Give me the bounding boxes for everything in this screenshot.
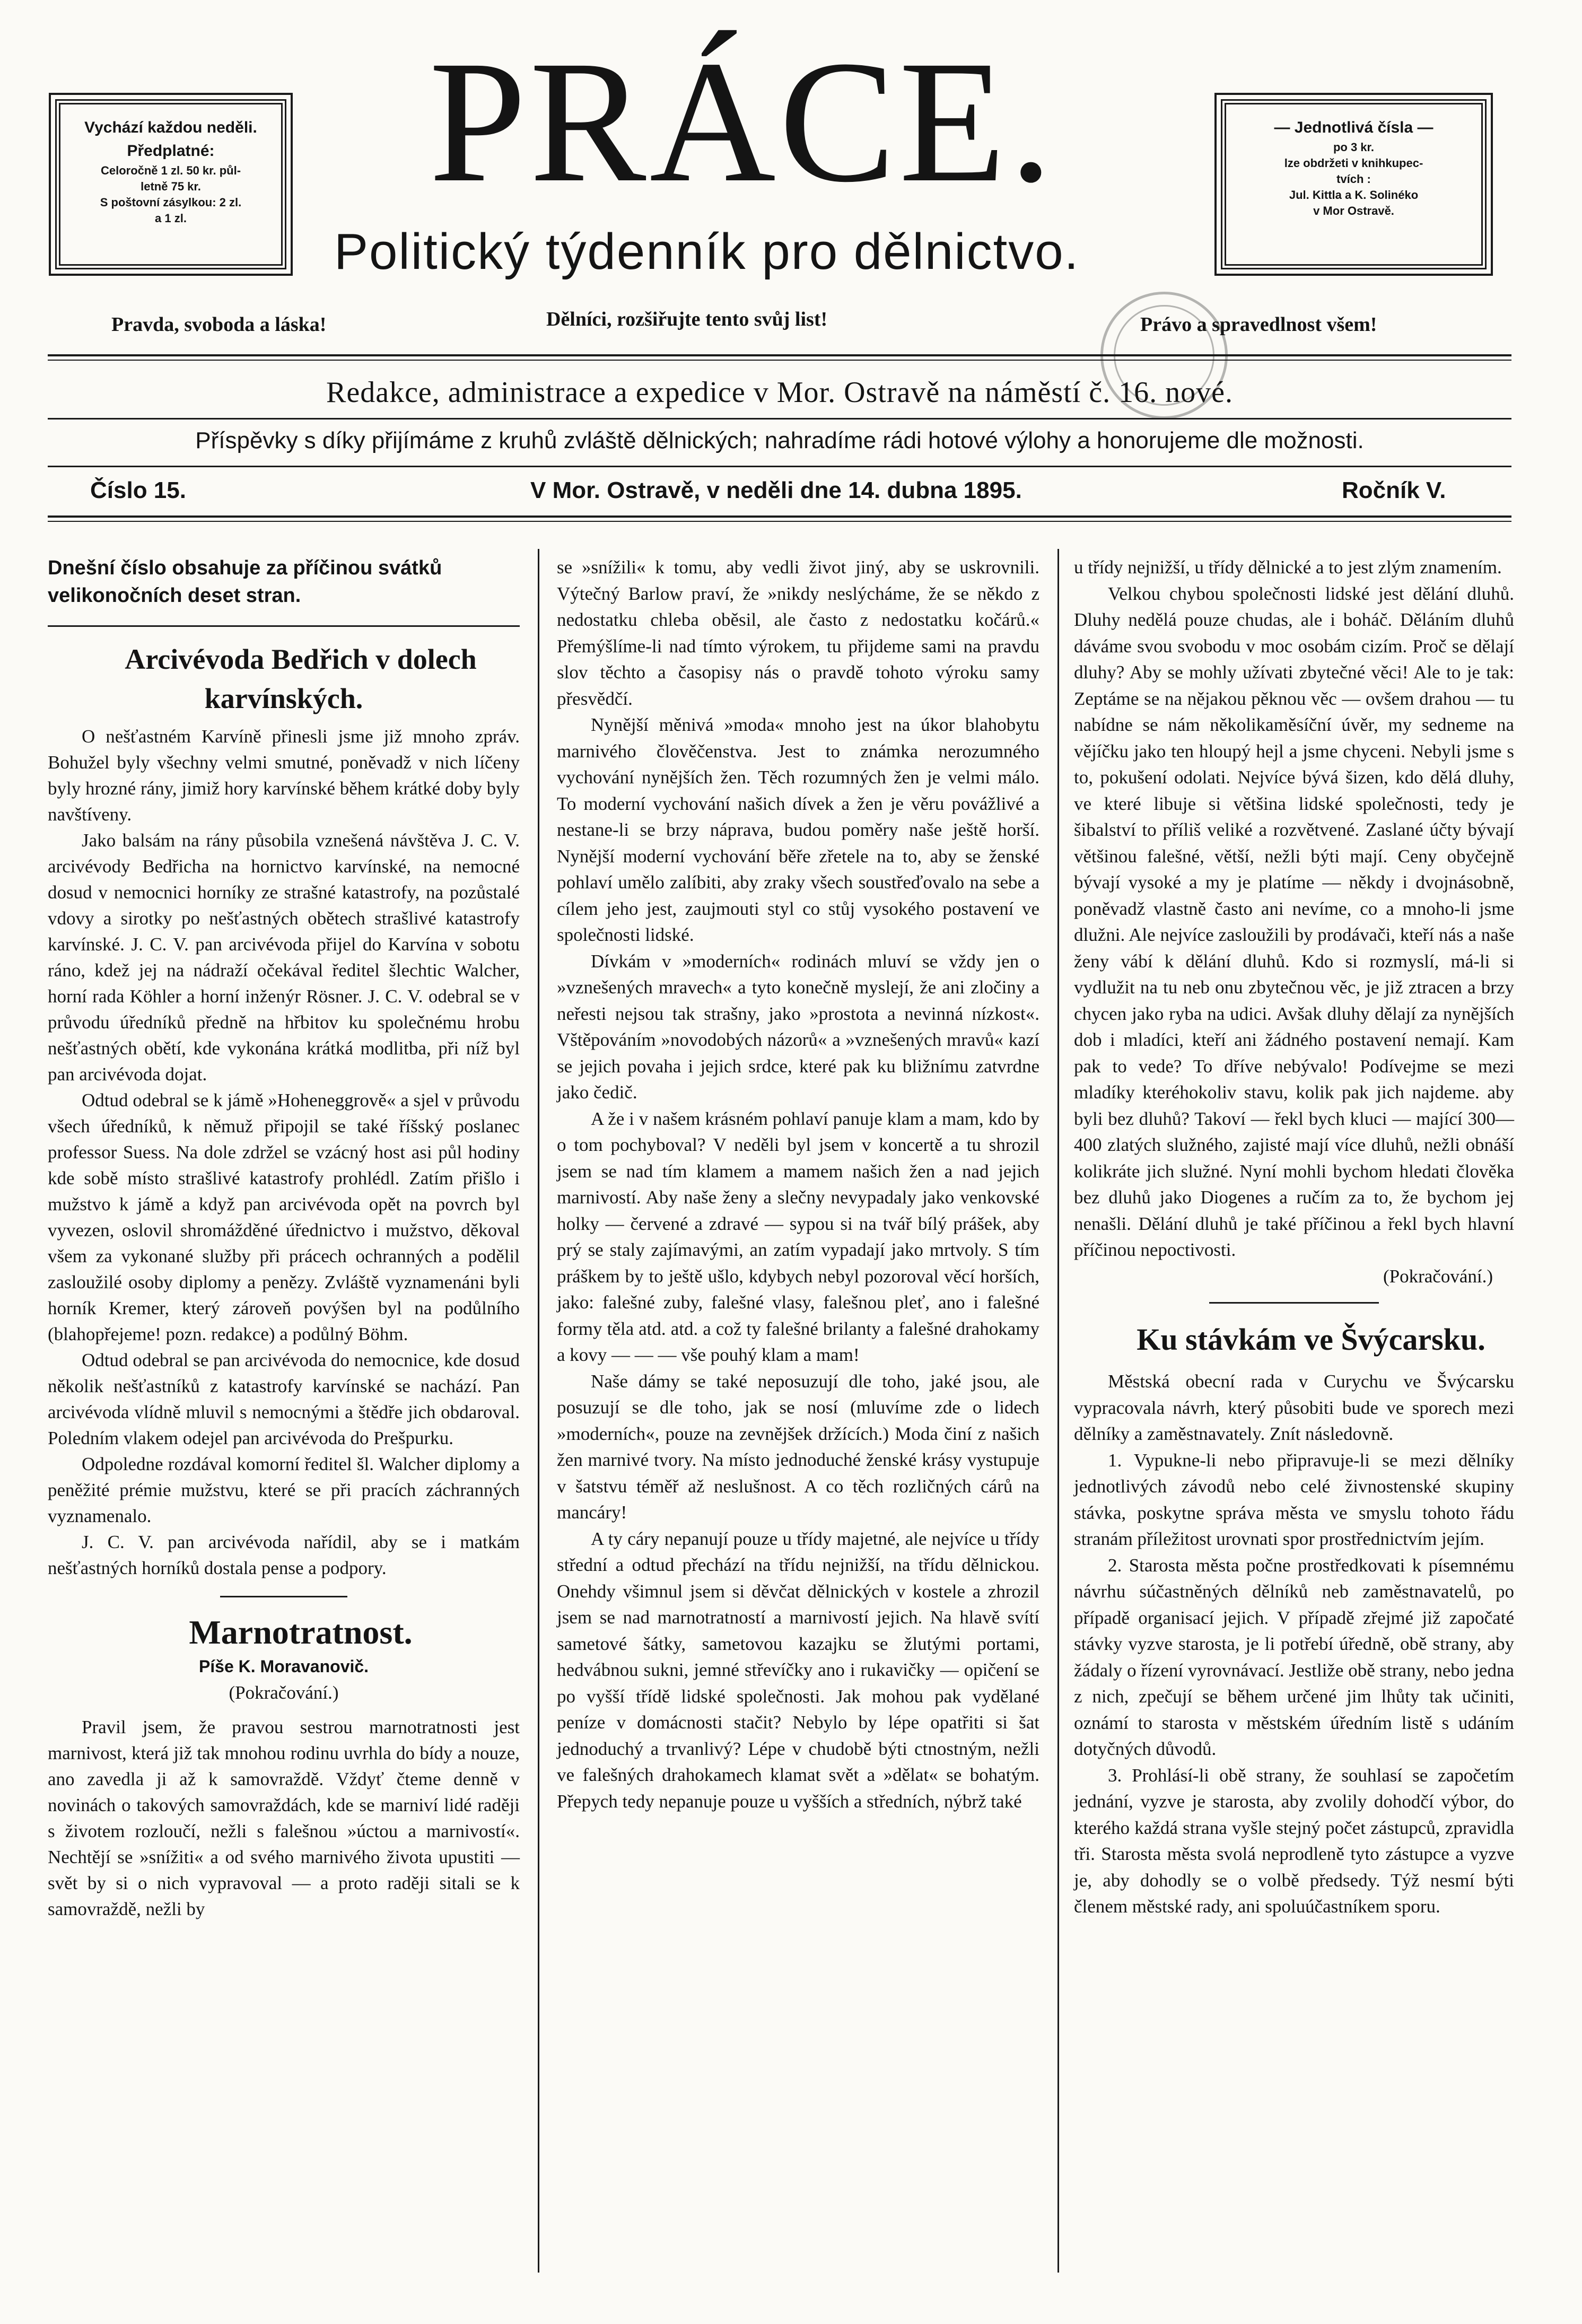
article-paragraph: Městská obecní rada v Curychu ve Švýcarsku vypracovala návrh, který působiti bude ve sporech mezi dělníky a zaměstnavately. Znít následovně. (1074, 1371, 1514, 1444)
single-copy-line: Jul. Kittla a K. Solinéko (1289, 188, 1419, 202)
article-author: Píše K. Moravanovič. (198, 1657, 369, 1676)
divider (1209, 1302, 1379, 1304)
article-paragraph: u třídy nejnižší, u třídy dělnické a to jest zlým znamením. (1074, 557, 1502, 578)
single-copy-line: tvích : (1336, 172, 1371, 186)
article-paragraph: Odpoledne rozdával komorní ředitel šl. Walcher diplomy a peněžité prémie mužstvu, které se při pracích záchranných vyznamenalo. (48, 1454, 520, 1526)
continuation-note: (Pokračování.) (229, 1682, 339, 1703)
newspaper-subtitle: Politický týdenník pro dělnictvo. (334, 223, 1080, 280)
article-paragraph: O nešťastném Karvíně přinesli jsme již mnoho zpráv. Bohužel byly všechny velmi smutné, poněvadž v nich líčeny byly hrozné rány, jimiž hory karvínské během krátké doby byly navštíveny. (48, 726, 520, 825)
article-paragraph: Dívkám v »moderních« rodinách mluví se vždy jen o »vznešených mravech« a tyto konečně myslejí, že ani zločiny a neřesti nejsou tak strašny, jako »prostota a nevinná nízkost«. Vštěpováním »novodobých názorů« a »vznešených mravů« kazí se jejich povaha i jejich srdce, které pak ku bližnímu zatvrdne jako čedič. (557, 950, 1039, 1103)
single-copy-line: — Jednotlivá čísla — (1274, 119, 1434, 136)
article-paragraph: Naše dámy se také neposuzují dle toho, jaké jsou, ale posuzují se dle toho, jak se nosí (mluvíme zde o lidech »moderních«, pouze na zevnějšek držících.) Moda činí z našich žen marnivé tvory. Na místo jednoduché ženské krásy vystupuje v šatstvu téměř až neslušnost. A co těch rozličných cárů na mancáry! (557, 1370, 1039, 1523)
motto-right: Právo a spravedlnost všem! (1140, 313, 1377, 336)
continuation-note: (Pokračování.) (1383, 1265, 1493, 1287)
rule (48, 466, 1511, 467)
article-title: Arcivévoda Bedřich v dolech karvínských. (125, 643, 477, 714)
column-divider (538, 549, 539, 2273)
subscription-line: letně 75 kr. (141, 180, 201, 193)
divider (48, 625, 520, 627)
single-copy-line: v Mor Ostravě. (1313, 204, 1394, 217)
article-paragraph: Nynější měnivá »moda« mnoho jest na úkor blahobytu marnivého člověčenstva. Jest to známka nerozumného vychování nynějších žen. Těch rozumných žen je velmi málo. To moderní vychování našich dívek a žen je věru povážlivé a nestane-li se brzy náprava, budou poměry naše ještě horší. Nynější moderní vychování běře zřetele na to, aby se ženské pohlaví umělo zalíbiti, aby zraky všech soustřeďovalo na sebe a cílem jeho jest, zaujmouti styl co stůj vysokého postavení ve společnosti lidské. (557, 714, 1039, 945)
rule (48, 516, 1511, 518)
rule (48, 354, 1511, 356)
issue-date: V Mor. Ostravě, v neděli dne 14. dubna 1895. (530, 477, 1022, 503)
single-copy-line: po 3 kr. (1333, 141, 1375, 154)
subscription-line: Vychází každou neděli. (84, 119, 257, 136)
article-paragraph: Jako balsám na rány působila vznešená návštěva J. C. V. arcivévody Bedřicha na hornictvo karvínské, na nemocné dosud v nemocnici horníky ze strašné katastrofy, na pozůstalé vdovy a sirotky po nešťastných obětech strašlivé katastrofy karvínské. J. C. V. pan arcivévoda přijel do Karvína v sobotu ráno, kdež jej na nádraží očekával ředitel šlechtic Walcher, horní rada Köhler a horní inženýr Rösner. J. C. V. odebral se v průvodu úředníků předně na hřbitov ku společnému hrobu nešťastných obětí, kde vykonána krátká modlitba, při níž byl pan arcivévoda dojat. (48, 830, 520, 1085)
contributions-line: Příspěvky s díky přijímáme z kruhů zvláště dělnických; nahradíme rádi hotové výlohy a honorujeme dle možnosti. (195, 427, 1364, 453)
rule (48, 418, 1511, 420)
motto-left: Pravda, svoboda a láska! (111, 313, 327, 336)
article-title: Ku stávkám ve Švýcarsku. (1137, 1322, 1485, 1357)
column-2 (557, 554, 1039, 1814)
article-paragraph: 3. Prohlásí-li obě strany, že souhlasí se započetím jednání, vyzve je starosta, aby zvolily dohodčí výbor, do kterého každá strana vyšle stejný počet zástupců, zpravidla tři. Starosta města svolá neprodleně tyto zástupce a vyzve je, aby dohodly se o volbě předsedy. Týž nesmí býti členem městské rady, ani spoluúčastníkem sporu. (1074, 1764, 1514, 1917)
article-paragraph: J. C. V. pan arcivévoda nařídil, aby se i matkám nešťastných horníků dostala pense a podpory. (48, 1532, 520, 1578)
article-paragraph: 1. Vypukne-li nebo připravuje-li se mezi dělníky jednotlivých závodů nebo celé živnostenské skupiny stávka, poskytne správa města ve smyslu tohoto řádu stranám příležitost urovnati spor prostřednictvím jejím. (1074, 1449, 1514, 1549)
column-divider (1057, 549, 1059, 2273)
newspaper-title: PRÁCE. (429, 25, 1056, 219)
volume: Ročník V. (1342, 477, 1446, 503)
single-copy-line: lze obdržeti v knihkupec- (1284, 156, 1423, 170)
article-paragraph: Pravil jsem, že pravou sestrou marnotratnosti jest marnivost, která již tak mnohou rodinu uvrhla do bídy a nouze, ano zavedla ji až k samovraždě. Vždyť čteme denně v novinách o takových samovraždách, kde se marniví lidé raději s životem rozloučí, nežli s falešnou »úctou a marnivostí«. Nechtějí se »snížiti« a od svého marnivého života upustiti — svět by si o nich vypravoval — a proto raději sitali se k samovraždě, nežli by (48, 1717, 520, 1919)
motto-center: Dělníci, rozšiřujte tento svůj list! (546, 308, 828, 330)
issue-notice: Dnešní číslo obsahuje za příčinou svátků velikonočních deset stran. (48, 557, 442, 607)
subscription-box (49, 93, 293, 276)
article-paragraph: Velkou chybou společnosti lidské jest dělání dluhů. Dluhy nedělá pouze chudas, ale i boháč. Děláním dluhů dáváme svou svobodu v moc osobám cizím. Proč se dělají dluhy? Aby se mohly užívati zbytečné věci! Ale to je tak: Zeptáme se na nějakou pěknou věc — ovšem drahou — tu nabídne se nám několikaměsíční úvěr, my sedneme na vějíčku jako ten hloupý hejl a jsme chyceni. Nebyli jsme s to, pokušení odolati. Nejvíce bývá šizen, kdo dělá dluhy, ve které libuje si většina lidské společnosti, tedy je šibalství to příliš veliké a rozvětvené. Zaslané účty bývají většinou falešné, větší, nežli býti mají. Ceny obyčejně bývají vysoké a my je platíme — někdy i dvojnásobně, poněvadž vlastně často ani nevíme, co a mnoho-li jsme dlužni. Ale nejvíce zasloužili by prodávači, kteří nás a naše ženy vábí k dělání dluhů. Kdo si rozmyslí, má-li si vydlužit na tu neb onu zbytečnou věc, je již ztracen a brzy chycen jako ryba na udici. Avšak dluhy dělají za nynějších dob i mladíci, kteří ani žádného postavení nemají. Kam pak to vede? To dříve nebývalo! Podívejme se mezi mladíky kteréhokoliv stavu, kolik pak jich najdeme. aby byli bez dluhů? Takoví — řekl bych kluci — mající 300—400 zlatých služného, zajisté mají více dluhů, nežli obnáší kolikráte jich služné. Nyní mohli bychom hledati člověka bez dluhů jako Diogenes a ručím za to, že bychom jej nenašli. Dělání dluhů je také příčinou a řekl bych hlavní příčinou nepoctivosti. (1074, 583, 1514, 1260)
article-paragraph: A ty cáry nepanují pouze u třídy majetné, ale nejvíce u třídy střední a odtud přechází na třídu nejnižší, na třídu dělnickou. Onehdy všimnul jsem si děvčat dělnických v kostele a zhrozil jsem se nad marnotratností a marnivostí jejich. Na hlavě svítí sametové šátky, sametovou kazajku se žlutými portami, hedvábnou sukni, jemné střevíčky ano i rukavičky — opičení se po vyšší třídě lidské společnosti. Jak mohou pak vydělané peníze v domácnosti stačit? Nebylo by lépe opatřiti si šat jednoduchý a trvanlivý? Lépe v chudobě býti ctnostným, nežli ve falešných drahokamech klamat svět a »dělat« se bohatým. Přepych tedy nepanuje pouze u vyšších a středních, nýbrž také (557, 1528, 1039, 1812)
rule (48, 521, 1511, 522)
article-paragraph: se »snížili« k tomu, aby vedli život jiný, aby se uskrovnili. Výtečný Barlow praví, že »nikdy neslýcháme, že se někdo z nedostatku chleba oběsil, ale často z nedostatku kočárů.« Přemýšlíme-li nad tímto výrokem, tu přijdeme sami na pravdu slov těchto a časopisy nás o pravdě tohoto výroku samy přesvědčí. (557, 557, 1039, 709)
address-line: Redakce, administrace a expedice v Mor. Ostravě na náměstí č. 16. nové. (326, 376, 1233, 409)
article-paragraph: 2. Starosta města počne prostředkovati k písemnému návrhu súčastněných dělníků neb zaměstnavatelů, po případě organisací jejich. V případě zřejmé již započaté stávky vyzve starosta, je li potřebí úředně, obě strany, aby žádaly o řízení vyrovnávací. Jestliže obě strany, nebo jedna z nich, zpečují se během určené jim lhůty tak učiniti, oznámí to starosta v městském úředním listě s udáním dotyčných důvodů. (1074, 1554, 1514, 1759)
article-paragraph: A že i v našem krásném pohlaví panuje klam a mam, kdo by o tom pochyboval? V neděli byl jsem v koncertě a tu shrozil jsem se nad tím klamem a mamem našich žen a nad jejich marnivostí. Aby naše ženy a slečny nevypadaly jako venkovské holky — červené a zdravé — sypou si na tvář bílý prášek, aby prý se staly zajímavými, an zatím vypadají jako mrtvoly. S tím práškem by to ještě ušlo, kdybych nebyl pozoroval věcí horších, jako: falešné zuby, falešné vlasy, falešnou pleť, ano i falešné formy těla atd. atd. a což ty falešné brilanty a falešné drahokamy a kovy — — — vše pouhý klam a mam! (557, 1108, 1039, 1365)
article-paragraph: Odtud odebral se k jámě »Hoheneggrově« a sjel v průvodu všech úředníků, k němuž připojil se také říšský poslanec professor Suess. Na dole zdržel se vzácný host asi půl hodiny kde sobě místo strašlivé katastrofy prohlédl. Zatím přišlo i mužstvo k jámě a když pan arcivévoda opět na povrch byl vyvezen, oslovil shromážděné úřednictvo i mužstvo, děkoval všem za vykonané služby při prácech ochranných a podělil zasloužilé osoby diplomy a penězy. Zvláště vyznamenáni byli horník Kremer, který zároveň povýšen byl na podůlního (blahopřejeme! pozn. redakce) a podůlný Böhm. (48, 1090, 520, 1344)
rule (48, 360, 1511, 361)
article-title: Marnotratnost. (189, 1613, 413, 1651)
divider (220, 1596, 347, 1597)
subscription-line: a 1 zl. (155, 212, 187, 225)
issue-number: Číslo 15. (90, 477, 186, 503)
subscription-line: S poštovní zásylkou: 2 zl. (100, 196, 242, 209)
subscription-line: Celoročně 1 zl. 50 kr. půl- (100, 164, 241, 177)
column-3 (1074, 554, 1514, 1920)
column-1 (48, 554, 520, 1922)
subscription-line: Předplatné: (127, 142, 215, 160)
article-paragraph: Odtud odebral se pan arcivévoda do nemocnice, kde dosud několik nešťastníků z katastrofy karvínské se nachází. Pan arcivévoda vlídně mluvil s nemocnými a štědře jich obdaroval. Poledním vlakem odejel pan arcivévoda do Prešpurku. (48, 1350, 520, 1448)
